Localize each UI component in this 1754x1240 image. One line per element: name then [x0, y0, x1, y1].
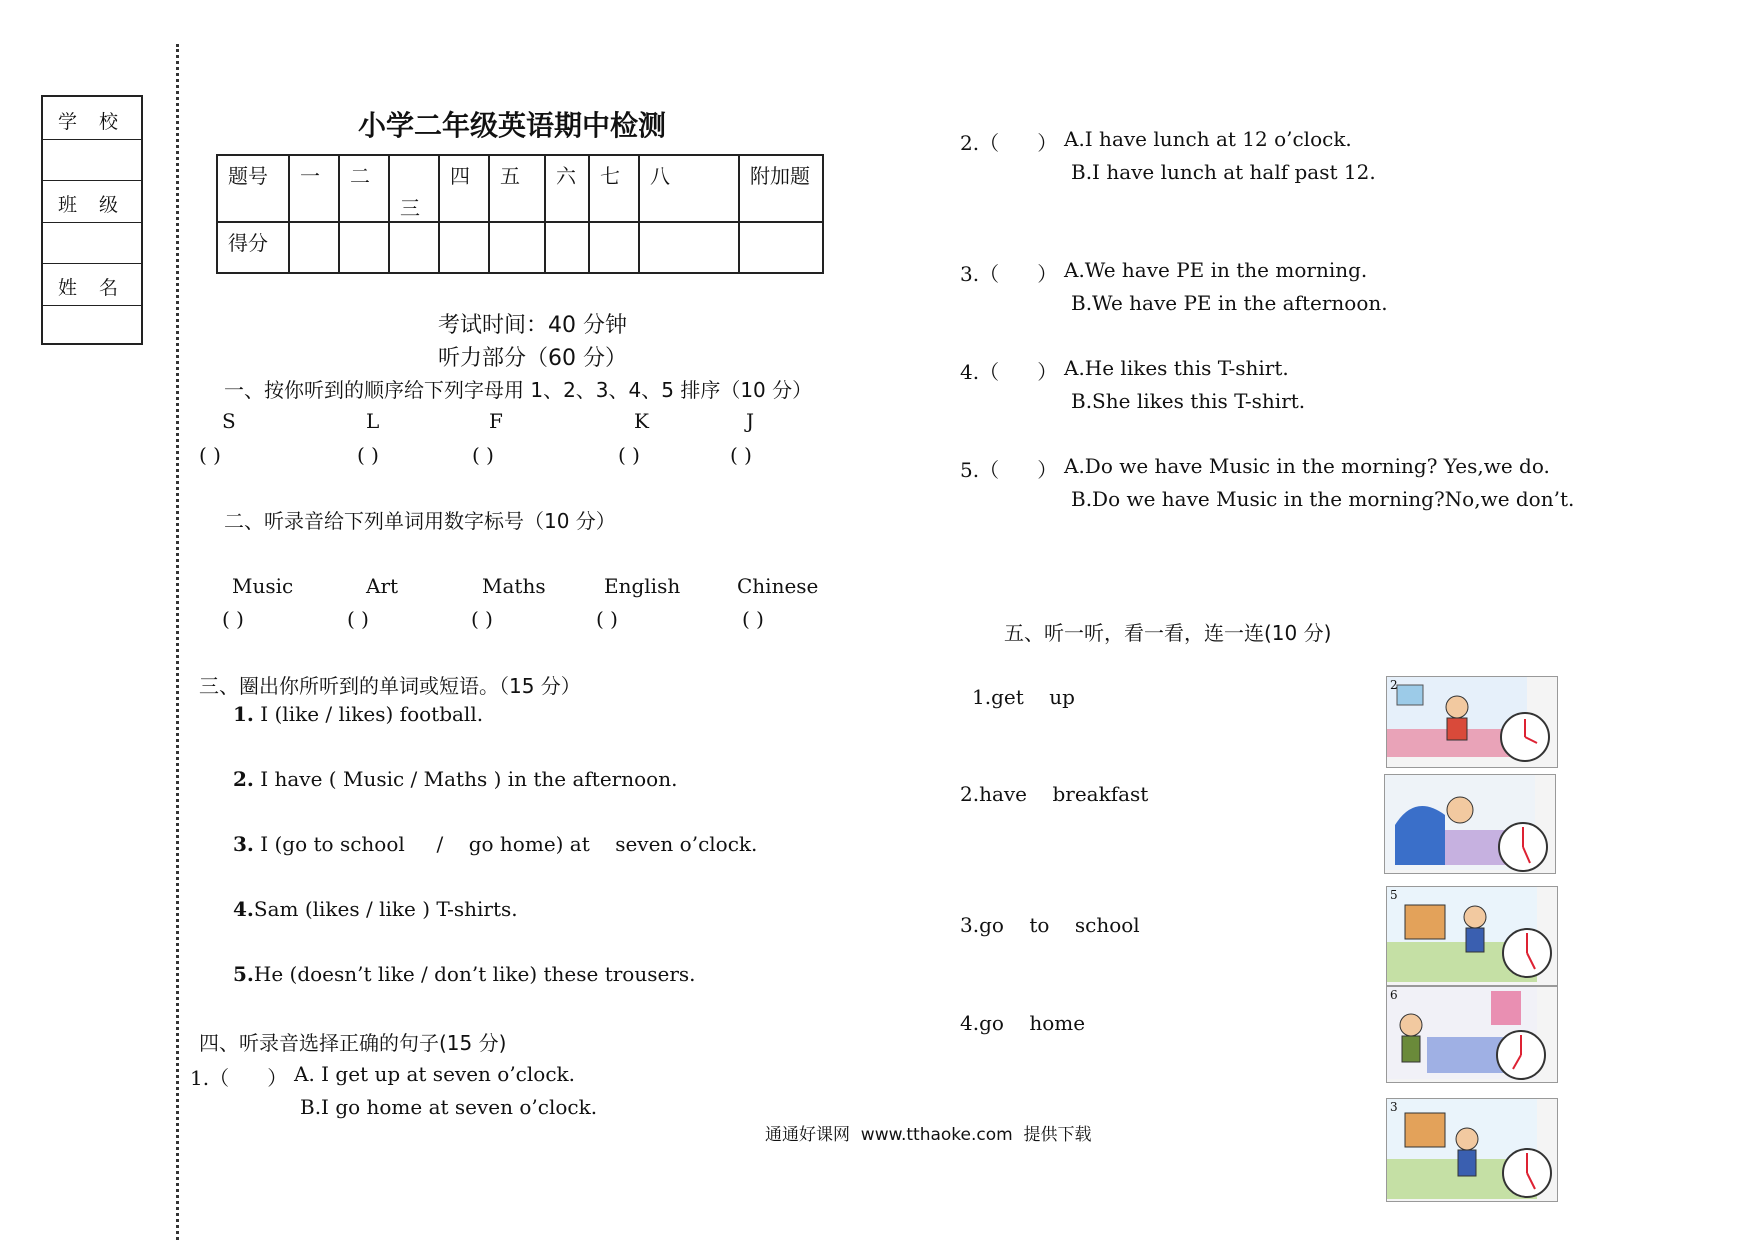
option-b: B.I have lunch at half past 12. [1071, 160, 1376, 184]
student-info-box [41, 95, 143, 345]
score-header-cell: 附加题 [739, 155, 823, 222]
cartoon-clock-icon [1387, 887, 1557, 985]
answer-blank[interactable]: ( ) [618, 443, 640, 467]
listening-part-heading: 听力部分（60 分） [438, 346, 627, 371]
word-music: Music [232, 574, 294, 598]
score-cell[interactable] [739, 222, 823, 273]
score-header-cell: 四 [439, 155, 489, 222]
question-number: 4.（ ） [960, 360, 1058, 384]
picture-number-label: 3 [1390, 1100, 1398, 1114]
score-cell[interactable] [289, 222, 339, 273]
phrase-go-to-school: 3.go to school [960, 913, 1140, 937]
answer-blank[interactable]: ( ) [742, 607, 764, 631]
letter-l: L [366, 409, 380, 433]
section1-title: 一、按你听到的顺序给下列字母用 1、2、3、4、5 排序（10 分） [224, 378, 813, 402]
section3-item: 1. I (like / likes) football. [233, 702, 484, 726]
letter-k: K [634, 409, 649, 433]
picture-number-label: 2 [1390, 678, 1398, 692]
answer-blank[interactable]: ( ) [472, 443, 494, 467]
section2-title: 二、听录音给下列单词用数字标号（10 分） [224, 509, 616, 533]
picture-number-label: 6 [1390, 988, 1398, 1002]
option-b: B.Do we have Music in the morning?No,we don’t. [1071, 487, 1575, 511]
score-cell[interactable] [545, 222, 589, 273]
binding-line [176, 44, 179, 1240]
score-header-cell: 二 [339, 155, 389, 222]
info-divider [43, 263, 141, 264]
letter-f: F [489, 409, 503, 433]
class-label: 班 级 [57, 194, 127, 216]
option-a: A.I have lunch at 12 o’clock. [1064, 127, 1352, 151]
letter-s: S [222, 409, 236, 433]
score-cell[interactable] [389, 222, 439, 273]
score-header-cell: 一 [289, 155, 339, 222]
question-number: 5.（ ） [960, 458, 1058, 482]
answer-blank[interactable]: ( ) [596, 607, 618, 631]
picture-go-to-school[interactable] [1386, 886, 1558, 986]
picture-number-label: 5 [1390, 888, 1398, 902]
name-label: 姓 名 [57, 277, 127, 299]
score-cell[interactable] [589, 222, 639, 273]
word-maths: Maths [482, 574, 546, 598]
cartoon-clock-icon [1385, 775, 1555, 873]
answer-blank[interactable]: ( ) [730, 443, 752, 467]
option-b: B.I go home at seven o’clock. [300, 1095, 598, 1119]
option-a: A.He likes this T-shirt. [1064, 356, 1289, 380]
score-row-label: 得分 [217, 222, 289, 273]
info-divider [43, 305, 141, 306]
score-header-cell: 题号 [217, 155, 289, 222]
score-table [216, 154, 824, 274]
section5-title: 五、听一听，看一看，连一连(10 分) [1004, 621, 1332, 645]
section3-title: 三、圈出你所听到的单词或短语。（15 分） [199, 674, 581, 698]
info-divider [43, 180, 141, 181]
picture-have-breakfast[interactable] [1384, 774, 1556, 874]
score-header-cell: 六 [545, 155, 589, 222]
picture-go-home[interactable] [1386, 986, 1558, 1083]
answer-blank[interactable]: ( ) [471, 607, 493, 631]
section3-item: 2. I have ( Music / Maths ) in the afternoon. [233, 767, 678, 791]
section3-item: 3. I (go to school / go home) at seven o’clock. [233, 832, 758, 856]
option-a: A.Do we have Music in the morning? Yes,we do. [1064, 454, 1550, 478]
section3-item: 5.He (doesn’t like / don’t like) these trousers. [233, 962, 696, 986]
word-chinese: Chinese [737, 574, 819, 598]
score-header-cell: 三 [389, 155, 439, 222]
score-cell[interactable] [439, 222, 489, 273]
answer-blank[interactable]: ( ) [199, 443, 221, 467]
question-number: 2.（ ） [960, 131, 1058, 155]
cartoon-clock-icon [1387, 677, 1557, 767]
question-number: 1.（ ） [190, 1066, 288, 1090]
option-b: B.We have PE in the afternoon. [1071, 291, 1388, 315]
answer-blank[interactable]: ( ) [222, 607, 244, 631]
footer-credit: 通通好课网 www.tthaoke.com 提供下载 [765, 1125, 1092, 1145]
option-b: B.She likes this T-shirt. [1071, 389, 1306, 413]
phrase-have-breakfast: 2.have breakfast [960, 782, 1149, 806]
picture-get-up[interactable] [1386, 676, 1558, 768]
word-english: English [604, 574, 681, 598]
cartoon-clock-icon [1387, 987, 1557, 1082]
info-divider [43, 139, 141, 140]
score-header-cell: 五 [489, 155, 545, 222]
score-header-cell: 八 [639, 155, 739, 222]
section3-item: 4.Sam (likes / like ) T-shirts. [233, 897, 518, 921]
page-title: 小学二年级英语期中检测 [358, 109, 667, 142]
cartoon-clock-icon [1387, 1099, 1557, 1201]
score-cell[interactable] [639, 222, 739, 273]
score-cell[interactable] [339, 222, 389, 273]
section4-title: 四、听录音选择正确的句子(15 分) [199, 1031, 507, 1055]
question-number: 3.（ ） [960, 262, 1058, 286]
option-a: A. I get up at seven o’clock. [294, 1062, 575, 1086]
answer-blank[interactable]: ( ) [347, 607, 369, 631]
score-header-cell: 七 [589, 155, 639, 222]
phrase-get-up: 1.get up [972, 685, 1075, 709]
option-a: A.We have PE in the morning. [1064, 258, 1368, 282]
phrase-go-home: 4.go home [960, 1011, 1086, 1035]
word-art: Art [366, 574, 399, 598]
school-label: 学 校 [57, 111, 127, 133]
info-divider [43, 222, 141, 223]
picture-extra[interactable] [1386, 1098, 1558, 1202]
exam-time: 考试时间：40 分钟 [438, 313, 627, 338]
answer-blank[interactable]: ( ) [357, 443, 379, 467]
score-cell[interactable] [489, 222, 545, 273]
letter-j: J [746, 409, 755, 433]
